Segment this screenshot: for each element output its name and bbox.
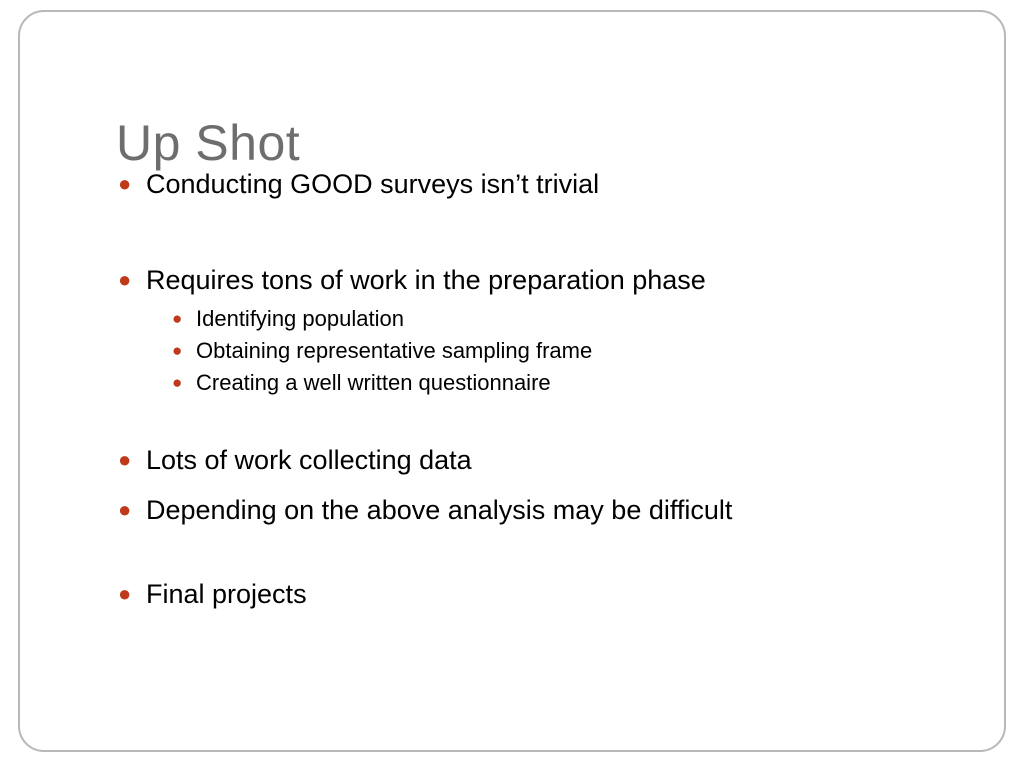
- bullet-icon: ●: [118, 447, 132, 472]
- list-item: [116, 167, 956, 201]
- list-item-label: Conducting GOOD surveys isn’t trivial: [146, 169, 600, 199]
- list-item-label: Identifying population: [196, 306, 404, 331]
- bullet-icon: ●: [118, 267, 132, 292]
- bullet-icon: ●: [172, 309, 183, 328]
- list-item: [116, 577, 956, 611]
- list-item: [116, 335, 956, 366]
- slide-canvas: [18, 10, 1006, 752]
- page-title: Up Shot: [116, 114, 301, 171]
- list-item: [116, 443, 956, 477]
- bullet-icon: ●: [118, 581, 132, 606]
- list-item: [116, 367, 956, 398]
- list-item: [116, 493, 956, 527]
- bullet-icon: ●: [118, 171, 132, 196]
- list-item-label: Depending on the above analysis may be difficult: [146, 495, 733, 525]
- list-item-label: Final projects: [146, 579, 307, 609]
- sub-list: [116, 303, 956, 398]
- spacer: [116, 483, 956, 493]
- spacer: [116, 399, 956, 443]
- spacer: [116, 207, 956, 263]
- bullet-icon: ●: [172, 373, 183, 392]
- slide-body-list: [116, 167, 956, 617]
- list-item: [116, 263, 956, 297]
- bullet-icon: ●: [172, 341, 183, 360]
- list-item-label: Requires tons of work in the preparation phase: [146, 265, 706, 295]
- list-item-label: Creating a well written questionnaire: [196, 370, 551, 395]
- bullet-icon: ●: [118, 497, 132, 522]
- list-item-label: Lots of work collecting data: [146, 445, 472, 475]
- spacer: [116, 533, 956, 577]
- list-item: [116, 303, 956, 334]
- list-item-label: Obtaining representative sampling frame: [196, 338, 593, 363]
